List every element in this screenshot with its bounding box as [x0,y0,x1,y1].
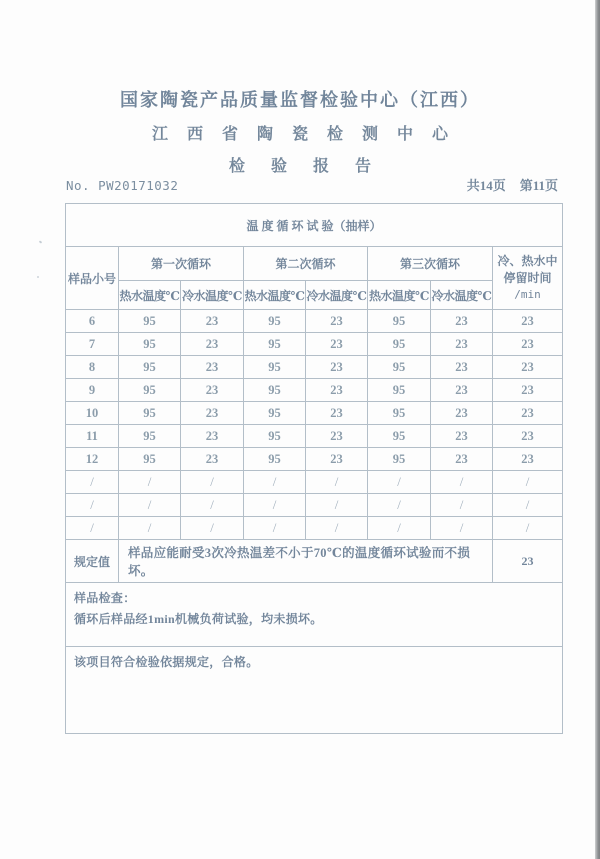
col-header-cold-1: 冷水温度℃ [181,281,244,310]
table-row [66,379,563,402]
cell: 10 [66,402,119,425]
spec-value: 23 [493,540,563,583]
header-row-temps [66,281,563,310]
cell: / [368,517,431,540]
cell: 95 [119,379,181,402]
col-header-sample-no: 样品小号 [66,247,119,310]
cell: 23 [181,448,244,471]
cell: 23 [181,425,244,448]
cell: / [244,471,306,494]
scan-edge-strip [595,0,600,859]
table-row [66,333,563,356]
cell: 23 [306,379,368,402]
cell: / [431,471,493,494]
temperature-cycle-test-table [65,203,563,734]
table-title-row [66,204,563,247]
cell: / [368,471,431,494]
table-row [66,517,563,540]
data-rows [66,310,563,540]
cell: 23 [493,402,563,425]
cell: 95 [368,310,431,333]
cell: 23 [181,310,244,333]
cell: 95 [368,356,431,379]
report-number: No. PW20171032 [66,178,179,193]
table-row [66,448,563,471]
cell: 95 [368,448,431,471]
stay-time-line1: 冷、热水中 [497,253,558,268]
cell: 23 [431,425,493,448]
conclusion-text: 该项目符合检验依据规定，合格。 [66,647,563,734]
cell: 23 [493,310,563,333]
cell: / [431,494,493,517]
cell: 23 [493,379,563,402]
cell: / [181,517,244,540]
spec-row [66,540,563,583]
cell: 6 [66,310,119,333]
cell: 95 [244,333,306,356]
cell: / [119,471,181,494]
cell: 95 [368,425,431,448]
cell: 95 [244,356,306,379]
table-row [66,494,563,517]
page-indicator [467,175,558,194]
cell: 23 [306,333,368,356]
cell: 95 [368,402,431,425]
cell: 23 [493,356,563,379]
report-title: 检验报告 [228,158,397,175]
cell: 95 [119,402,181,425]
cell: / [244,494,306,517]
col-header-stay-time [493,247,563,310]
cell: 8 [66,356,119,379]
scan-speck [37,276,39,278]
cell: 23 [181,402,244,425]
table-row [66,471,563,494]
cell: / [66,494,119,517]
col-header-hot-1: 热水温度℃ [119,281,181,310]
cell: / [493,517,563,540]
cell: 23 [431,310,493,333]
col-header-hot-2: 热水温度℃ [244,281,306,310]
cell: / [181,494,244,517]
cell: 95 [119,425,181,448]
cell: 23 [306,356,368,379]
table-row [66,402,563,425]
cell: 23 [493,425,563,448]
cell: 23 [181,333,244,356]
org-title-line2: 江西省陶瓷检测中心 [151,126,467,143]
col-header-cycle-1: 第一次循环 [119,247,244,281]
cell: / [368,494,431,517]
stay-time-unit: /min [514,288,541,302]
cell: 23 [431,402,493,425]
col-header-cycle-2: 第二次循环 [244,247,368,281]
cell: 23 [431,333,493,356]
cell: 95 [244,310,306,333]
cell: / [181,471,244,494]
cell: 95 [368,379,431,402]
cell: 95 [119,333,181,356]
cell: 23 [493,448,563,471]
table-title: 温 度 循 环 试 验（抽样） [66,204,563,247]
cell: 9 [66,379,119,402]
cell: / [66,517,119,540]
sample-check-cell [66,583,563,647]
table-row [66,310,563,333]
page-current: 第11页 [519,178,558,193]
cell: / [66,471,119,494]
cell: / [493,471,563,494]
cell: 23 [306,448,368,471]
cell: 23 [306,425,368,448]
cell: 95 [244,448,306,471]
cell: 23 [493,333,563,356]
conclusion-row [66,647,563,734]
cell: 23 [431,448,493,471]
cell: / [431,517,493,540]
document-header [0,86,600,176]
cell: 11 [66,425,119,448]
cell: 7 [66,333,119,356]
cell: 23 [181,379,244,402]
stay-time-line2: 停留时间 [503,271,552,286]
cell: / [119,517,181,540]
cell: 95 [119,448,181,471]
cell: 23 [431,379,493,402]
col-header-cold-2: 冷水温度℃ [306,281,368,310]
cell: 23 [181,356,244,379]
cell: 95 [119,356,181,379]
org-title-line1: 国家陶瓷产品质量监督检验中心（江西） [120,90,480,110]
cell: / [306,471,368,494]
cell: 95 [244,379,306,402]
cell: / [306,494,368,517]
cell: / [493,494,563,517]
cell: 95 [119,310,181,333]
cell: 23 [306,310,368,333]
header-row-cycles [66,247,563,281]
cell: 95 [244,402,306,425]
sample-check-label: 样品检查： [74,591,136,605]
cell: 23 [431,356,493,379]
cell: 95 [244,425,306,448]
table-row [66,425,563,448]
col-header-hot-3: 热水温度℃ [368,281,431,310]
col-header-cycle-3: 第三次循环 [368,247,493,281]
scan-speck [39,240,43,243]
cell: / [244,517,306,540]
table-row [66,356,563,379]
cell: 23 [306,402,368,425]
sample-check-result: 循环后样品经1min机械负荷试验，均未损坏。 [74,612,323,626]
cell: 12 [66,448,119,471]
sample-check-row [66,583,563,647]
col-header-cold-3: 冷水温度℃ [431,281,493,310]
cell: 95 [368,333,431,356]
report-meta-row [66,175,558,194]
pages-total: 共14页 [466,178,506,193]
cell: / [119,494,181,517]
spec-text: 样品应能耐受3次冷热温差不小于70℃的温度循环试验而不损坏。 [119,540,493,583]
spec-label: 规定值 [66,540,119,583]
cell: / [306,517,368,540]
